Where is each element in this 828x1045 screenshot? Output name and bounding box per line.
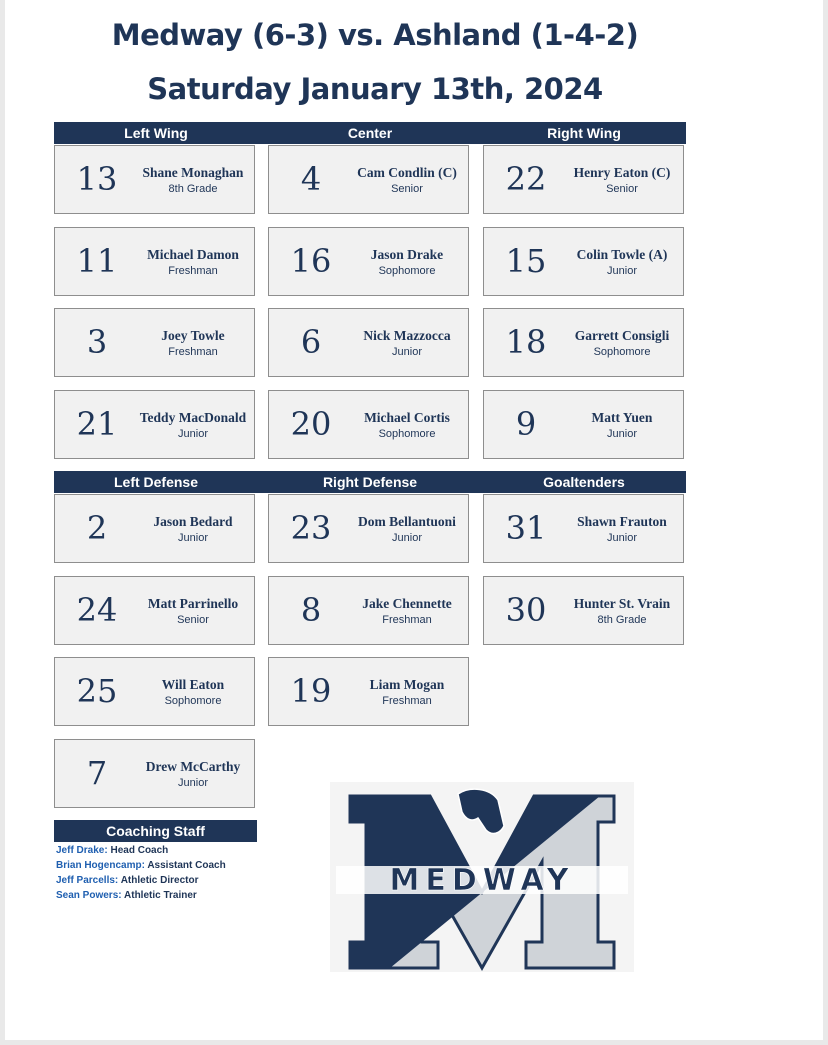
- forwards-header: [54, 122, 686, 144]
- player-grade: Freshman: [168, 346, 218, 358]
- player-grade: Senior: [391, 183, 423, 195]
- player-name: Henry Eaton (C): [573, 165, 671, 180]
- player-grade: Junior: [178, 427, 208, 440]
- player-grade: Freshman: [382, 613, 432, 626]
- player-grade: Sophomore: [164, 695, 222, 707]
- player-card: [54, 739, 255, 808]
- player-card: [268, 308, 469, 377]
- player-number: 21: [76, 404, 118, 443]
- player-name: Michael Damon: [147, 246, 239, 262]
- player-card: [483, 145, 684, 214]
- player-grade: Junior: [178, 532, 208, 544]
- player-name: Jason Drake: [370, 246, 444, 262]
- player-card: [268, 494, 469, 563]
- player-name: Drew McCarthy: [145, 758, 241, 774]
- player-card: [54, 494, 255, 563]
- right-defense-header: Right Defense: [322, 474, 418, 490]
- player-card: [54, 308, 255, 377]
- player-card: [483, 576, 684, 645]
- player-name: Shawn Frauton: [577, 514, 667, 529]
- player-number: 30: [505, 590, 547, 629]
- player-name: Hunter St. Vrain: [573, 595, 671, 611]
- player-card: [268, 657, 469, 726]
- player-number: 3: [86, 323, 108, 361]
- player-name: Teddy MacDonald: [139, 409, 247, 425]
- player-card: [268, 227, 469, 296]
- player-name: Will Eaton: [161, 677, 225, 692]
- player-name: Liam Mogan: [369, 677, 445, 692]
- coach-role: Athletic Director: [120, 875, 199, 886]
- player-card: [483, 390, 684, 459]
- player-name: Cam Condlin (C): [357, 165, 457, 180]
- player-name: Shane Monaghan: [142, 165, 244, 180]
- coach-role: Assistant Coach: [147, 860, 226, 871]
- left-wing-header: Left Wing: [124, 125, 188, 141]
- player-number: 2: [86, 509, 108, 547]
- player-card: [54, 576, 255, 645]
- player-card: [54, 390, 255, 459]
- coach-row: [56, 860, 226, 871]
- defense-header: [54, 471, 686, 493]
- goaltenders-header: Goaltenders: [543, 474, 625, 490]
- player-number: 18: [505, 323, 547, 361]
- game-date: Saturday January 13th, 2024: [147, 72, 603, 106]
- player-number: 8: [300, 590, 322, 629]
- player-name: Jason Bedard: [153, 514, 233, 529]
- player-number: 19: [290, 672, 332, 710]
- coach-name: Sean Powers:: [56, 890, 122, 901]
- coach-row: [56, 890, 197, 901]
- player-number: 25: [76, 672, 118, 710]
- roster-page: [5, 0, 823, 1040]
- coach-role: Head Coach: [110, 845, 169, 856]
- center-header: Center: [347, 125, 393, 141]
- player-grade: Freshman: [168, 264, 218, 277]
- player-card: [268, 390, 469, 459]
- coach-name: Jeff Parcells:: [56, 875, 119, 886]
- player-number: 23: [290, 509, 332, 547]
- player-name: Joey Towle: [161, 328, 225, 343]
- player-card: [54, 227, 255, 296]
- player-number: 20: [290, 404, 332, 443]
- player-number: 16: [290, 241, 332, 280]
- player-name: Michael Cortis: [364, 409, 450, 425]
- coaching-staff-header: Coaching Staff: [54, 820, 257, 842]
- player-number: 22: [505, 160, 547, 198]
- player-number: 9: [515, 404, 537, 443]
- right-wing-header: Right Wing: [547, 125, 621, 141]
- medway-logo: [330, 782, 634, 972]
- player-number: 11: [76, 241, 118, 280]
- left-defense-header: Left Defense: [113, 474, 199, 490]
- player-grade: Junior: [178, 776, 208, 789]
- coach-row: [56, 845, 168, 856]
- player-grade: Freshman: [382, 695, 432, 707]
- player-card: [483, 494, 684, 563]
- player-grade: Sophomore: [593, 346, 651, 358]
- player-card: [54, 145, 255, 214]
- logo-text: MEDWAY: [389, 863, 575, 898]
- player-number: 13: [76, 160, 118, 198]
- player-grade: 8th Grade: [597, 613, 647, 626]
- player-name: Matt Yuen: [591, 409, 653, 425]
- player-grade: Junior: [607, 264, 637, 277]
- player-name: Dom Bellantuoni: [358, 514, 456, 529]
- player-card: [268, 145, 469, 214]
- player-grade: 8th Grade: [168, 183, 218, 195]
- coach-role: Athletic Trainer: [124, 890, 197, 901]
- player-number: 24: [76, 590, 118, 629]
- player-name: Jake Chennette: [362, 595, 452, 611]
- player-name: Garrett Consigli: [574, 328, 670, 343]
- player-number: 7: [86, 753, 108, 792]
- player-number: 15: [505, 241, 547, 280]
- player-grade: Sophomore: [378, 264, 436, 277]
- player-name: Colin Towle (A): [576, 246, 668, 262]
- player-grade: Senior: [177, 613, 209, 626]
- player-grade: Junior: [607, 427, 637, 440]
- player-grade: Junior: [392, 532, 422, 544]
- player-grade: Sophomore: [378, 427, 436, 440]
- player-number: 4: [300, 160, 322, 198]
- coach-row: [56, 875, 198, 886]
- matchup-title: Medway (6-3) vs. Ashland (1-4-2): [111, 18, 639, 52]
- coach-name: Brian Hogencamp:: [56, 860, 145, 871]
- player-number: 6: [300, 323, 322, 361]
- player-card: [483, 308, 684, 377]
- player-grade: Junior: [392, 346, 422, 358]
- player-card: [483, 227, 684, 296]
- player-grade: Junior: [607, 532, 637, 544]
- player-number: 31: [505, 509, 547, 547]
- player-name: Nick Mazzocca: [363, 328, 451, 343]
- player-card: [54, 657, 255, 726]
- coach-name: Jeff Drake:: [56, 845, 108, 856]
- player-name: Matt Parrinello: [147, 595, 239, 611]
- player-grade: Senior: [606, 183, 638, 195]
- player-card: [268, 576, 469, 645]
